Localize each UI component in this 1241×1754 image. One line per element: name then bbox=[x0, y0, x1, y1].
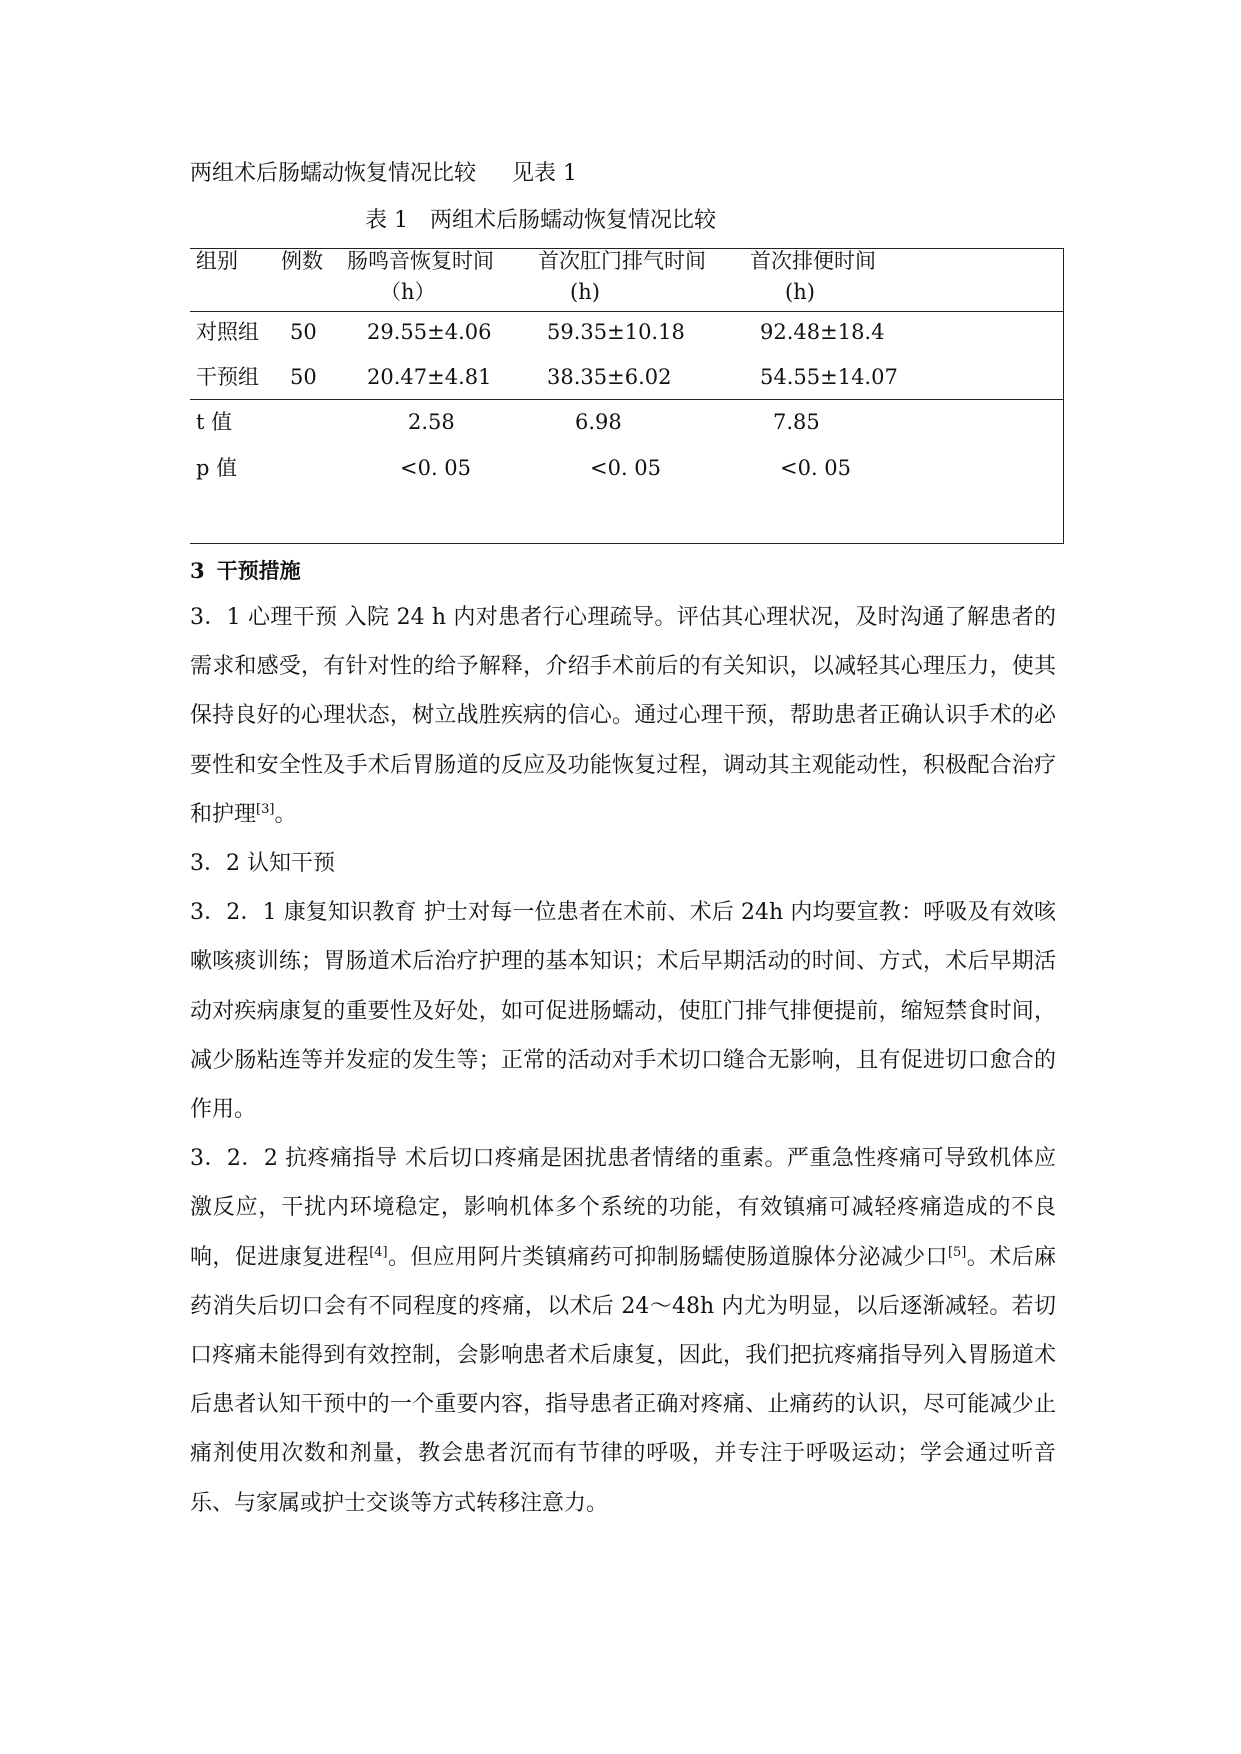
stat-defecation: 7.85 bbox=[773, 410, 820, 434]
table-rule-header bbox=[190, 311, 1063, 312]
stat-bowel-sound: 2.58 bbox=[408, 410, 455, 434]
header-count: 例数 bbox=[281, 249, 323, 273]
row-bowel-sound: 20.47±4.81 bbox=[367, 365, 492, 389]
header-flatus-unit: (h) bbox=[570, 280, 600, 304]
table-caption bbox=[365, 205, 716, 237]
row-bowel-sound: 29.55±4.06 bbox=[367, 320, 492, 344]
section-title: 干预措施 bbox=[216, 558, 301, 583]
table-caption-title: 两组术后肠蠕动恢复情况比较 bbox=[430, 208, 717, 233]
row-group: 对照组 bbox=[196, 320, 259, 344]
paragraph-psychological bbox=[190, 593, 1056, 839]
paragraph-cognitive-heading: 3．2 认知干预 bbox=[190, 851, 335, 877]
stat-label: t 值 bbox=[196, 410, 233, 434]
paragraph-education: 3．2．1 康复知识教育 护士对每一位患者在术前、术后 24h 内均要宣教：呼吸及有效咳嗽咳痰训练；胃肠道术后治疗护理的基本知识；术后早期活动的时间、方式，术后早期活动对疾病康复的重要性及好处，如可促进肠蠕动，使肛门排气排便提前，缩短禁食时间，减少肠粘连等并发症的发生等；正常的活动对手术切口缝合无影响，且有促进切口愈合的作用。 bbox=[190, 900, 1056, 1123]
stat-defecation: <0. 05 bbox=[780, 456, 852, 480]
stat-bowel-sound: <0. 05 bbox=[400, 456, 472, 480]
row-defecation: 92.48±18.4 bbox=[760, 320, 885, 344]
row-count: 50 bbox=[290, 365, 317, 389]
section-body bbox=[190, 593, 1056, 1528]
header-group: 组别 bbox=[196, 249, 238, 273]
table-rule-stats bbox=[190, 399, 1063, 400]
row-flatus: 38.35±6.02 bbox=[547, 365, 672, 389]
results-table bbox=[190, 248, 1064, 544]
stat-flatus: <0. 05 bbox=[590, 456, 662, 480]
citation: [3] bbox=[256, 801, 275, 817]
row-count: 50 bbox=[290, 320, 317, 344]
stat-flatus: 6.98 bbox=[575, 410, 622, 434]
header-defecation: 首次排便时间 bbox=[750, 249, 876, 273]
header-defecation-unit: (h) bbox=[785, 280, 815, 304]
row-flatus: 59.35±10.18 bbox=[547, 320, 685, 344]
paragraph-text: 。但应用阿片类镇痛药可抑制肠蠕使肠道腺体分泌减少口 bbox=[387, 1244, 948, 1270]
table-caption-label: 表 1 bbox=[365, 208, 408, 233]
paragraph-text: 3．2．2 抗疼痛指导 术后切口疼痛是困扰患者情绪的重素。严重急性疼痛可导致机体应激反应，干扰内环境稳定，影响机体多个系统的功能，有效镇痛可减轻疼痛造成的不良响，促进康复进程 bbox=[190, 1146, 1056, 1270]
section-heading bbox=[190, 555, 301, 587]
paragraph-pain bbox=[190, 1134, 1056, 1528]
row-defecation: 54.55±14.07 bbox=[760, 365, 898, 389]
section-number: 3 bbox=[190, 558, 205, 583]
intro-text: 两组术后肠蠕动恢复情况比较 bbox=[190, 161, 477, 186]
table-reference: 见表 1 bbox=[512, 161, 578, 186]
stat-label: p 值 bbox=[196, 456, 238, 480]
paragraph-text: 3．1 心理干预 入院 24 h 内对患者行心理疏导。评估其心理状况，及时沟通了解患者的需求和感受，有针对性的给予解释，介绍手术前后的有关知识，以减轻其心理压力，使其保持良好的心理状态，树立战胜疾病的信心。通过心理干预，帮助患者正确认识手术的必要性和安全性及手术后胃肠道的反应及功能恢复过程，调动其主观能动性，积极配合治疗和护理 bbox=[190, 605, 1056, 827]
header-bowel-sound: 肠鸣音恢复时间 bbox=[347, 249, 494, 273]
citation: [4] bbox=[369, 1244, 388, 1260]
citation: [5] bbox=[947, 1244, 967, 1260]
header-flatus: 首次肛门排气时间 bbox=[538, 249, 706, 273]
header-bowel-sound-unit: （h） bbox=[380, 280, 436, 304]
paragraph-text: 。术后麻药消失后切口会有不同程度的疼痛，以术后 24～48h 内尤为明显，以后逐渐减轻。若切口疼痛未能得到有效控制，会影响患者术后康复，因此，我们把抗疼痛指导列入胃肠道术后患者认知干预中的一个重要内容，指导患者正确对疼痛、止痛药的认识，尽可能减少止痛剂使用次数和剂量，教会患者沉而有节律的呼吸，并专注于呼吸运动；学会通过听音乐、与家属或护士交谈等方式转移注意力。 bbox=[190, 1244, 1056, 1516]
paragraph-end: 。 bbox=[274, 801, 297, 827]
row-group: 干预组 bbox=[196, 365, 259, 389]
intro-line bbox=[190, 158, 577, 190]
